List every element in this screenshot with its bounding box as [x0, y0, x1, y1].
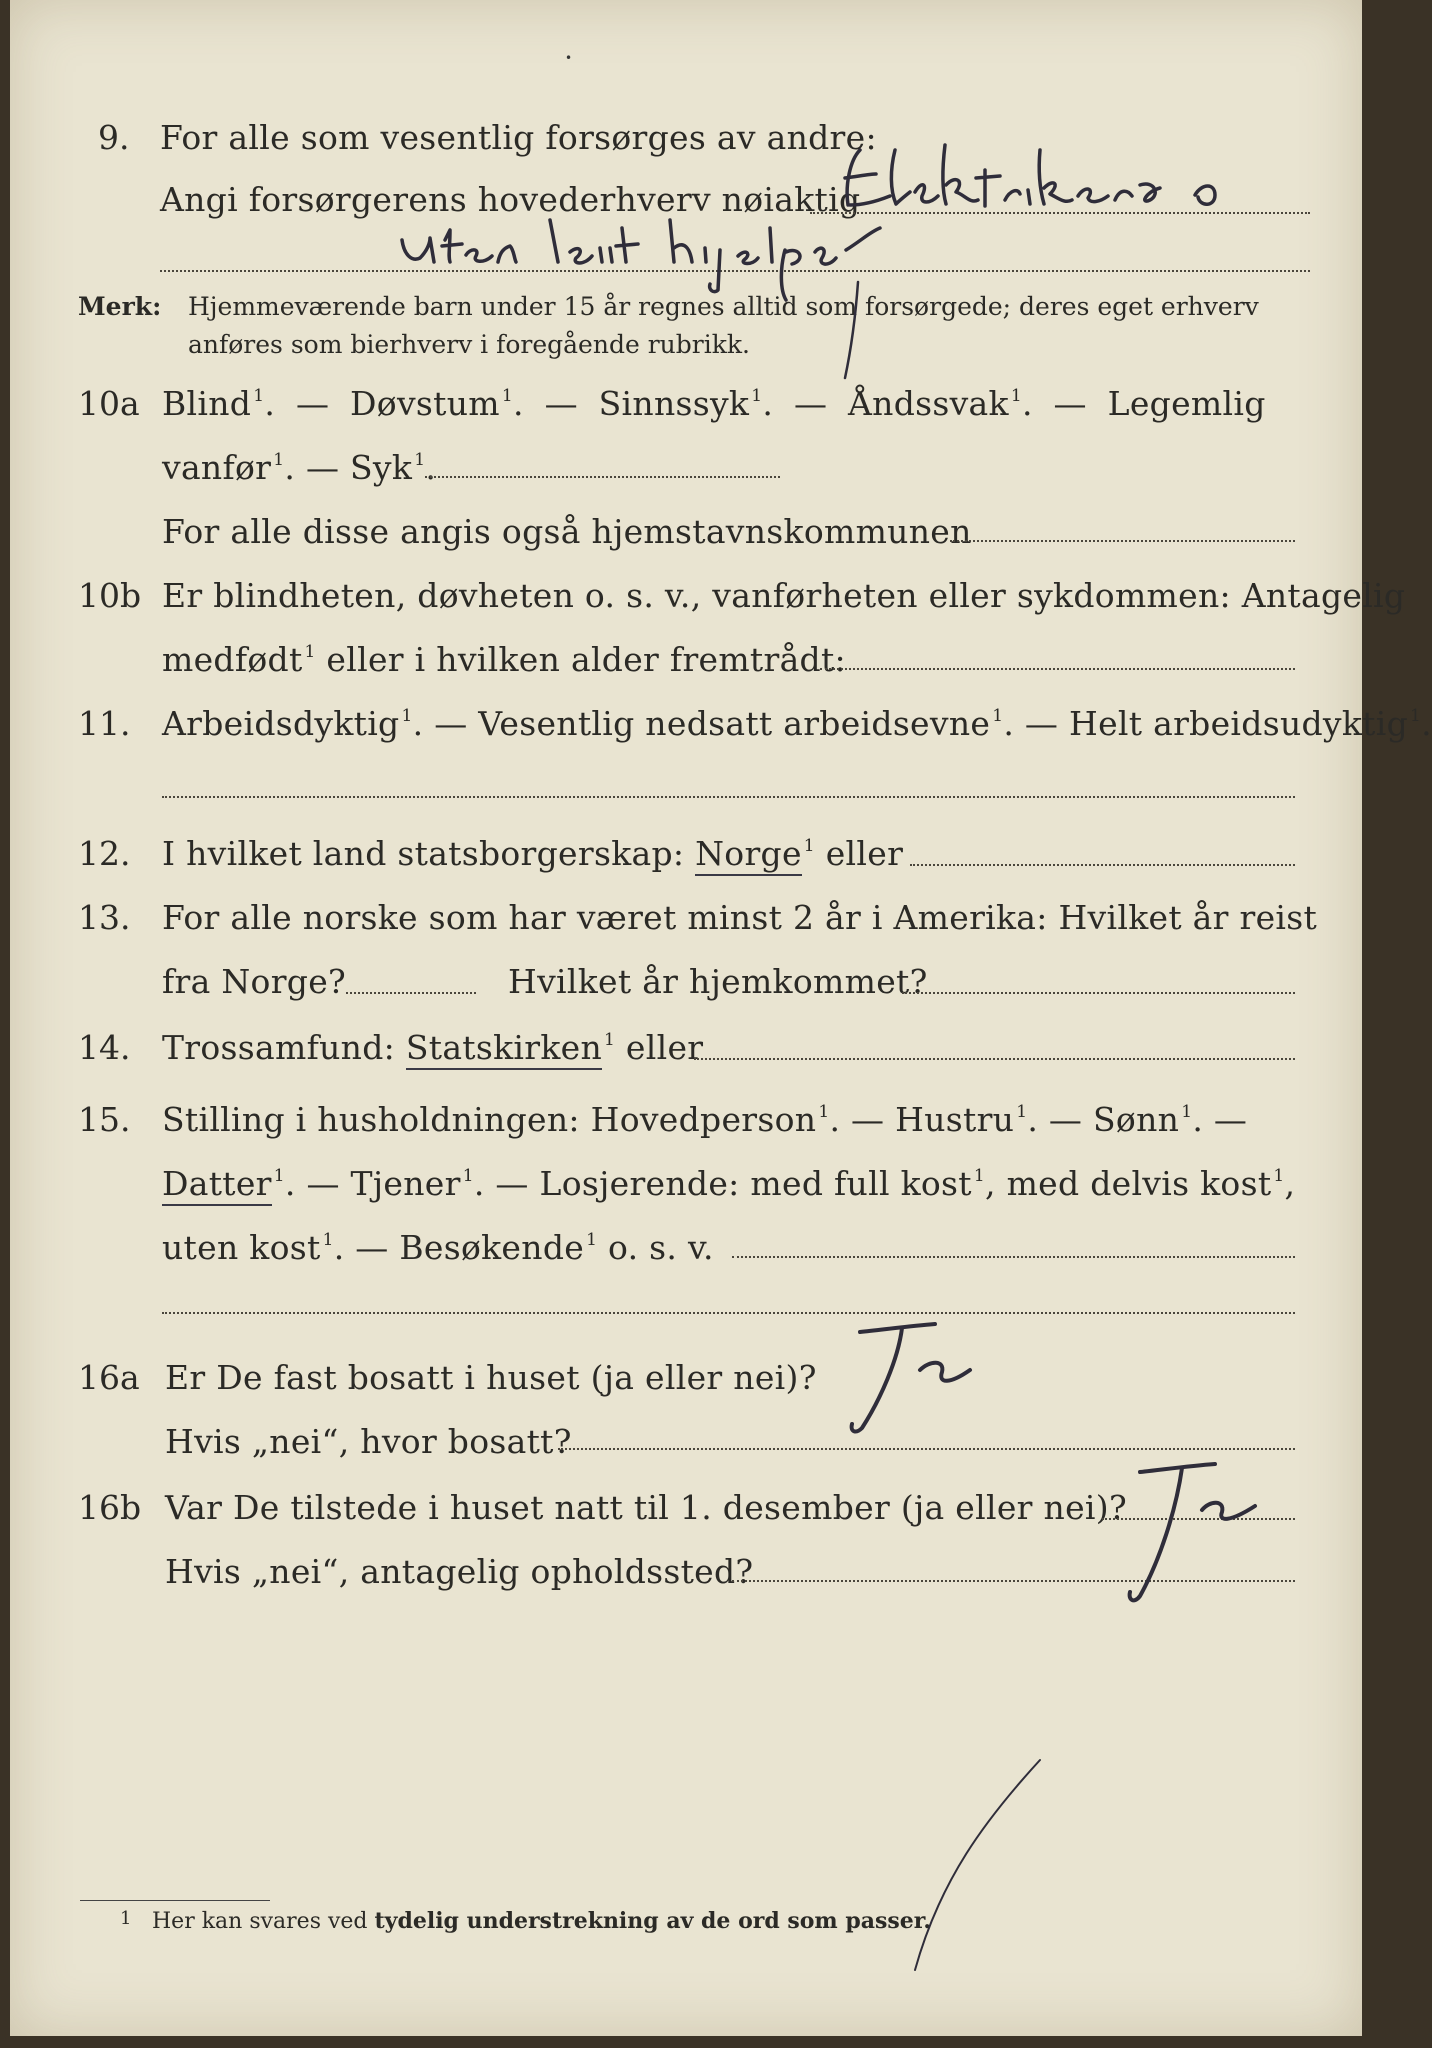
footnote-text: Her kan svares ved tydelig understrekning av de ord som passer. — [152, 1908, 932, 1934]
svg-text:•: • — [565, 51, 573, 65]
q16a-number: 16a — [78, 1358, 140, 1397]
q10a-line1: Blind $^1$. — Døvstum $^1$. — Sinnssyk $^1$. — Åndssvak $^1$. — Legemlig — [162, 384, 1266, 423]
handwritten-answer-16a — [852, 1324, 970, 1431]
q13-number: 13. — [78, 898, 131, 937]
q12-norge-underlined: Norge — [695, 834, 802, 876]
q13-line2a: fra Norge? — [162, 962, 347, 1001]
q9-number: 9. — [98, 118, 130, 157]
q15-line1: Stilling i husholdningen: Hovedperson $^1$. — Hustru $^1$. — Sønn $^1$. — — [162, 1100, 1248, 1139]
q11-line: Arbeidsdyktig $^1$. — Vesentlig nedsatt arbeidsevne $^1$. — Helt arbeidsudyktig $^1$. — [162, 704, 1432, 743]
q16a-line2: Hvis „nei“, hvor bosatt? — [165, 1422, 572, 1461]
q10b-line2: medfødt $^1$ eller i hvilken alder fremtrådt: — [162, 640, 846, 679]
q12-line: I hvilket land statsborgerskap: Norge $^1$ eller — [162, 834, 903, 873]
q10a-number: 10a — [78, 384, 140, 423]
q15-number: 15. — [78, 1100, 131, 1139]
q12-number: 12. — [78, 834, 131, 873]
q13-line1: For alle norske som har været minst 2 år i Amerika: Hvilket år reist — [162, 898, 1318, 937]
merk-line2: anføres som bierhverv i foregående rubrikk. — [188, 330, 750, 359]
q14-number: 14. — [78, 1028, 131, 1067]
q15-line3: uten kost $^1$. — Besøkende $^1$ o. s. v. — [162, 1228, 714, 1267]
q11-number: 11. — [78, 704, 131, 743]
q9-line1: For alle som vesentlig forsørges av andre: — [160, 118, 877, 157]
handwritten-answer-16b — [1130, 1464, 1255, 1600]
q15-datter-underlined: Datter — [162, 1164, 272, 1206]
q16a-line1: Er De fast bosatt i huset (ja eller nei)? — [165, 1358, 817, 1397]
q14-statskirken-underlined: Statskirken — [406, 1028, 602, 1070]
q10a-line2: vanfør $^1$. — Syk $^1$. — [162, 448, 437, 487]
q16b-line2: Hvis „nei“, antagelig opholdssted? — [165, 1552, 754, 1591]
q16b-number: 16b — [78, 1488, 142, 1527]
handwritten-answer-occupation — [845, 145, 1215, 206]
q15-line2: Datter $^1$. — Tjener $^1$. — Losjerende: med full kost $^1$, med delvis kost $^1$, — [162, 1164, 1295, 1203]
merk-line1: Hjemmeværende barn under 15 år regnes alltid som forsørgede; deres eget erhverv — [188, 292, 1259, 321]
q14-line: Trossamfund: Statskirken $^1$ eller — [162, 1028, 703, 1067]
census-form-page — [10, 0, 1432, 2036]
pen-stroke-bottom — [915, 1760, 1040, 1970]
q10b-line1: Er blindheten, døvheten o. s. v., vanførheten eller sykdommen: Antagelig — [162, 576, 1406, 615]
pen-stroke-merk — [845, 282, 858, 378]
q16b-line1: Var De tilstede i huset natt til 1. desember (ja eller nei)? — [165, 1488, 1127, 1527]
q9-line2: Angi forsørgerens hovederhverv nøiaktig — [160, 180, 861, 219]
merk-label: Merk: — [78, 292, 162, 321]
q13-line2b: Hvilket år hjemkommet? — [508, 962, 928, 1001]
handwriting-overlay — [10, 0, 1362, 2036]
q10b-number: 10b — [78, 576, 142, 615]
footnote-mark: 1 — [120, 1908, 132, 1929]
handwritten-answer-occupation-line2 — [402, 220, 880, 300]
q10a-line3: For alle disse angis også hjemstavnskommunen — [162, 512, 972, 551]
